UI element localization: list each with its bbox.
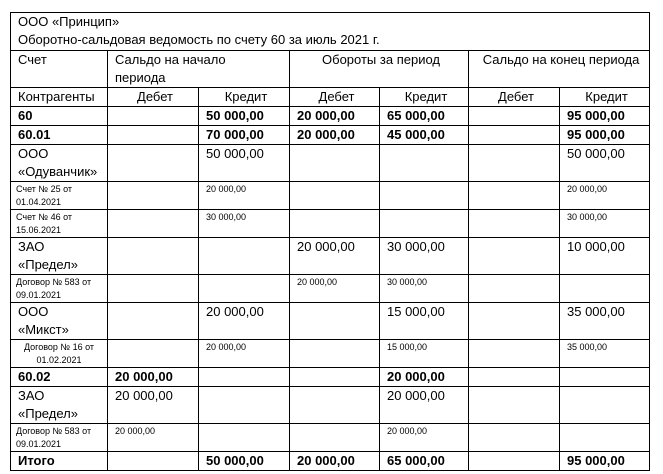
turnover-debit-cell: 20 000,00 [290,452,380,471]
table-row [11,238,650,275]
closing-debit-cell [469,275,560,303]
opening-credit-cell: 70 000,00 [199,126,290,145]
turnover-credit-cell: 15 000,00 [380,303,469,340]
opening-debit-header: Дебет [108,88,199,107]
closing-credit-cell: 20 000,00 [560,182,650,210]
header-row-groups [11,51,650,88]
turnover-debit-cell [290,303,380,340]
opening-debit-cell [108,340,199,368]
closing-debit-cell [469,340,560,368]
closing-credit-cell: 95 000,00 [560,126,650,145]
opening-debit-cell: 20 000,00 [108,368,199,387]
opening-debit-cell [108,126,199,145]
table-row [11,387,650,424]
closing-credit-cell [560,368,650,387]
opening-credit-cell [199,275,290,303]
counterparty-name: ООО «Одуванчик» [18,146,98,179]
table-row [11,126,650,145]
closing-debit-cell [469,387,560,424]
closing-credit-cell: 30 000,00 [560,210,650,238]
turnover-debit-cell [290,368,380,387]
turnover-debit-cell [290,387,380,424]
closing-credit-cell [560,387,650,424]
row-label [11,303,108,340]
table-row [11,424,650,452]
closing-balance-header: Сальдо на конец периода [469,51,650,88]
table-row [11,210,650,238]
opening-credit-cell: 20 000,00 [199,182,290,210]
turnover-debit-cell [290,424,380,452]
row-label [11,238,108,275]
turnover-balance-sheet-table [10,12,650,471]
opening-debit-cell [108,275,199,303]
closing-credit-cell: 50 000,00 [560,145,650,182]
closing-credit-cell: 35 000,00 [560,303,650,340]
turnover-debit-cell [290,340,380,368]
closing-debit-cell [469,145,560,182]
opening-balance-header [108,51,290,88]
turnover-credit-cell: 65 000,00 [380,452,469,471]
closing-credit-cell: 10 000,00 [560,238,650,275]
turnover-debit-cell [290,182,380,210]
opening-credit-cell: 50 000,00 [199,452,290,471]
row-label: Счет № 46 от 15.06.2021 [11,210,108,238]
closing-debit-cell [469,424,560,452]
opening-credit-cell [199,238,290,275]
opening-debit-cell [108,452,199,471]
row-label: 60 [11,107,108,126]
table-row [11,107,650,126]
turnover-credit-cell [380,145,469,182]
opening-debit-cell [108,303,199,340]
closing-debit-cell [469,107,560,126]
opening-debit-cell [108,238,199,275]
closing-debit-cell [469,182,560,210]
opening-debit-cell [108,182,199,210]
opening-credit-cell: 50 000,00 [199,107,290,126]
table-row [11,340,650,368]
closing-credit-cell [560,424,650,452]
turnover-credit-cell: 20 000,00 [380,368,469,387]
opening-debit-cell [108,145,199,182]
opening-credit-header: Кредит [199,88,290,107]
total-row [11,452,650,471]
closing-debit-cell [469,452,560,471]
account-header: Счет [11,51,108,88]
closing-credit-cell: 95 000,00 [560,107,650,126]
row-label: Договор № 583 от 09.01.2021 [11,424,108,452]
turnover-debit-cell: 20 000,00 [290,107,380,126]
turnover-credit-cell: 20 000,00 [380,424,469,452]
row-label: Счет № 25 от 01.04.2021 [11,182,108,210]
closing-credit-cell [560,275,650,303]
table-row [11,303,650,340]
document-header [11,13,650,51]
turnover-credit-cell [380,210,469,238]
counterparties-header: Контрагенты [11,88,108,107]
turnover-credit-header: Кредит [380,88,469,107]
row-label [11,387,108,424]
counterparty-name: ООО «Микст» [18,304,69,337]
turnover-debit-header: Дебет [290,88,380,107]
opening-debit-cell [108,210,199,238]
turnover-debit-cell: 20 000,00 [290,238,380,275]
closing-debit-cell [469,303,560,340]
company-name: ООО «Принцип» [18,14,120,29]
opening-credit-cell [199,368,290,387]
row-label: Договор № 16 от 01.02.2021 [11,340,108,368]
header-row-columns [11,88,650,107]
opening-balance-label: Сальдо на начало периода [115,52,226,85]
opening-debit-cell: 20 000,00 [108,424,199,452]
turnover-credit-cell: 65 000,00 [380,107,469,126]
closing-credit-cell: 95 000,00 [560,452,650,471]
counterparty-name: ЗАО «Предел» [18,239,78,272]
closing-debit-cell [469,238,560,275]
closing-credit-cell: 35 000,00 [560,340,650,368]
turnover-debit-cell: 20 000,00 [290,126,380,145]
opening-credit-cell [199,424,290,452]
table-row [11,275,650,303]
title-row [11,13,650,51]
opening-credit-cell: 20 000,00 [199,340,290,368]
counterparty-name: ЗАО «Предел» [18,388,78,421]
report-title: Оборотно-сальдовая ведомость по счету 60 за июль 2021 г. [18,32,380,47]
turnover-credit-cell: 15 000,00 [380,340,469,368]
row-label: Договор № 583 от 09.01.2021 [11,275,108,303]
closing-debit-cell [469,210,560,238]
opening-credit-cell [199,387,290,424]
row-label: 60.01 [11,126,108,145]
row-label: Итого [11,452,108,471]
row-label [11,145,108,182]
turnover-credit-cell [380,182,469,210]
closing-debit-cell [469,368,560,387]
turnover-debit-cell [290,210,380,238]
table-row [11,368,650,387]
turnover-credit-cell: 30 000,00 [380,238,469,275]
turnover-header: Обороты за период [290,51,469,88]
closing-debit-cell [469,126,560,145]
opening-debit-cell: 20 000,00 [108,387,199,424]
closing-credit-header: Кредит [560,88,650,107]
table-row [11,182,650,210]
opening-debit-cell [108,107,199,126]
table-row [11,145,650,182]
opening-credit-cell: 20 000,00 [199,303,290,340]
opening-credit-cell: 50 000,00 [199,145,290,182]
turnover-credit-cell: 20 000,00 [380,387,469,424]
turnover-debit-cell: 20 000,00 [290,275,380,303]
turnover-credit-cell: 30 000,00 [380,275,469,303]
turnover-credit-cell: 45 000,00 [380,126,469,145]
opening-credit-cell: 30 000,00 [199,210,290,238]
row-label: 60.02 [11,368,108,387]
turnover-debit-cell [290,145,380,182]
closing-debit-header: Дебет [469,88,560,107]
